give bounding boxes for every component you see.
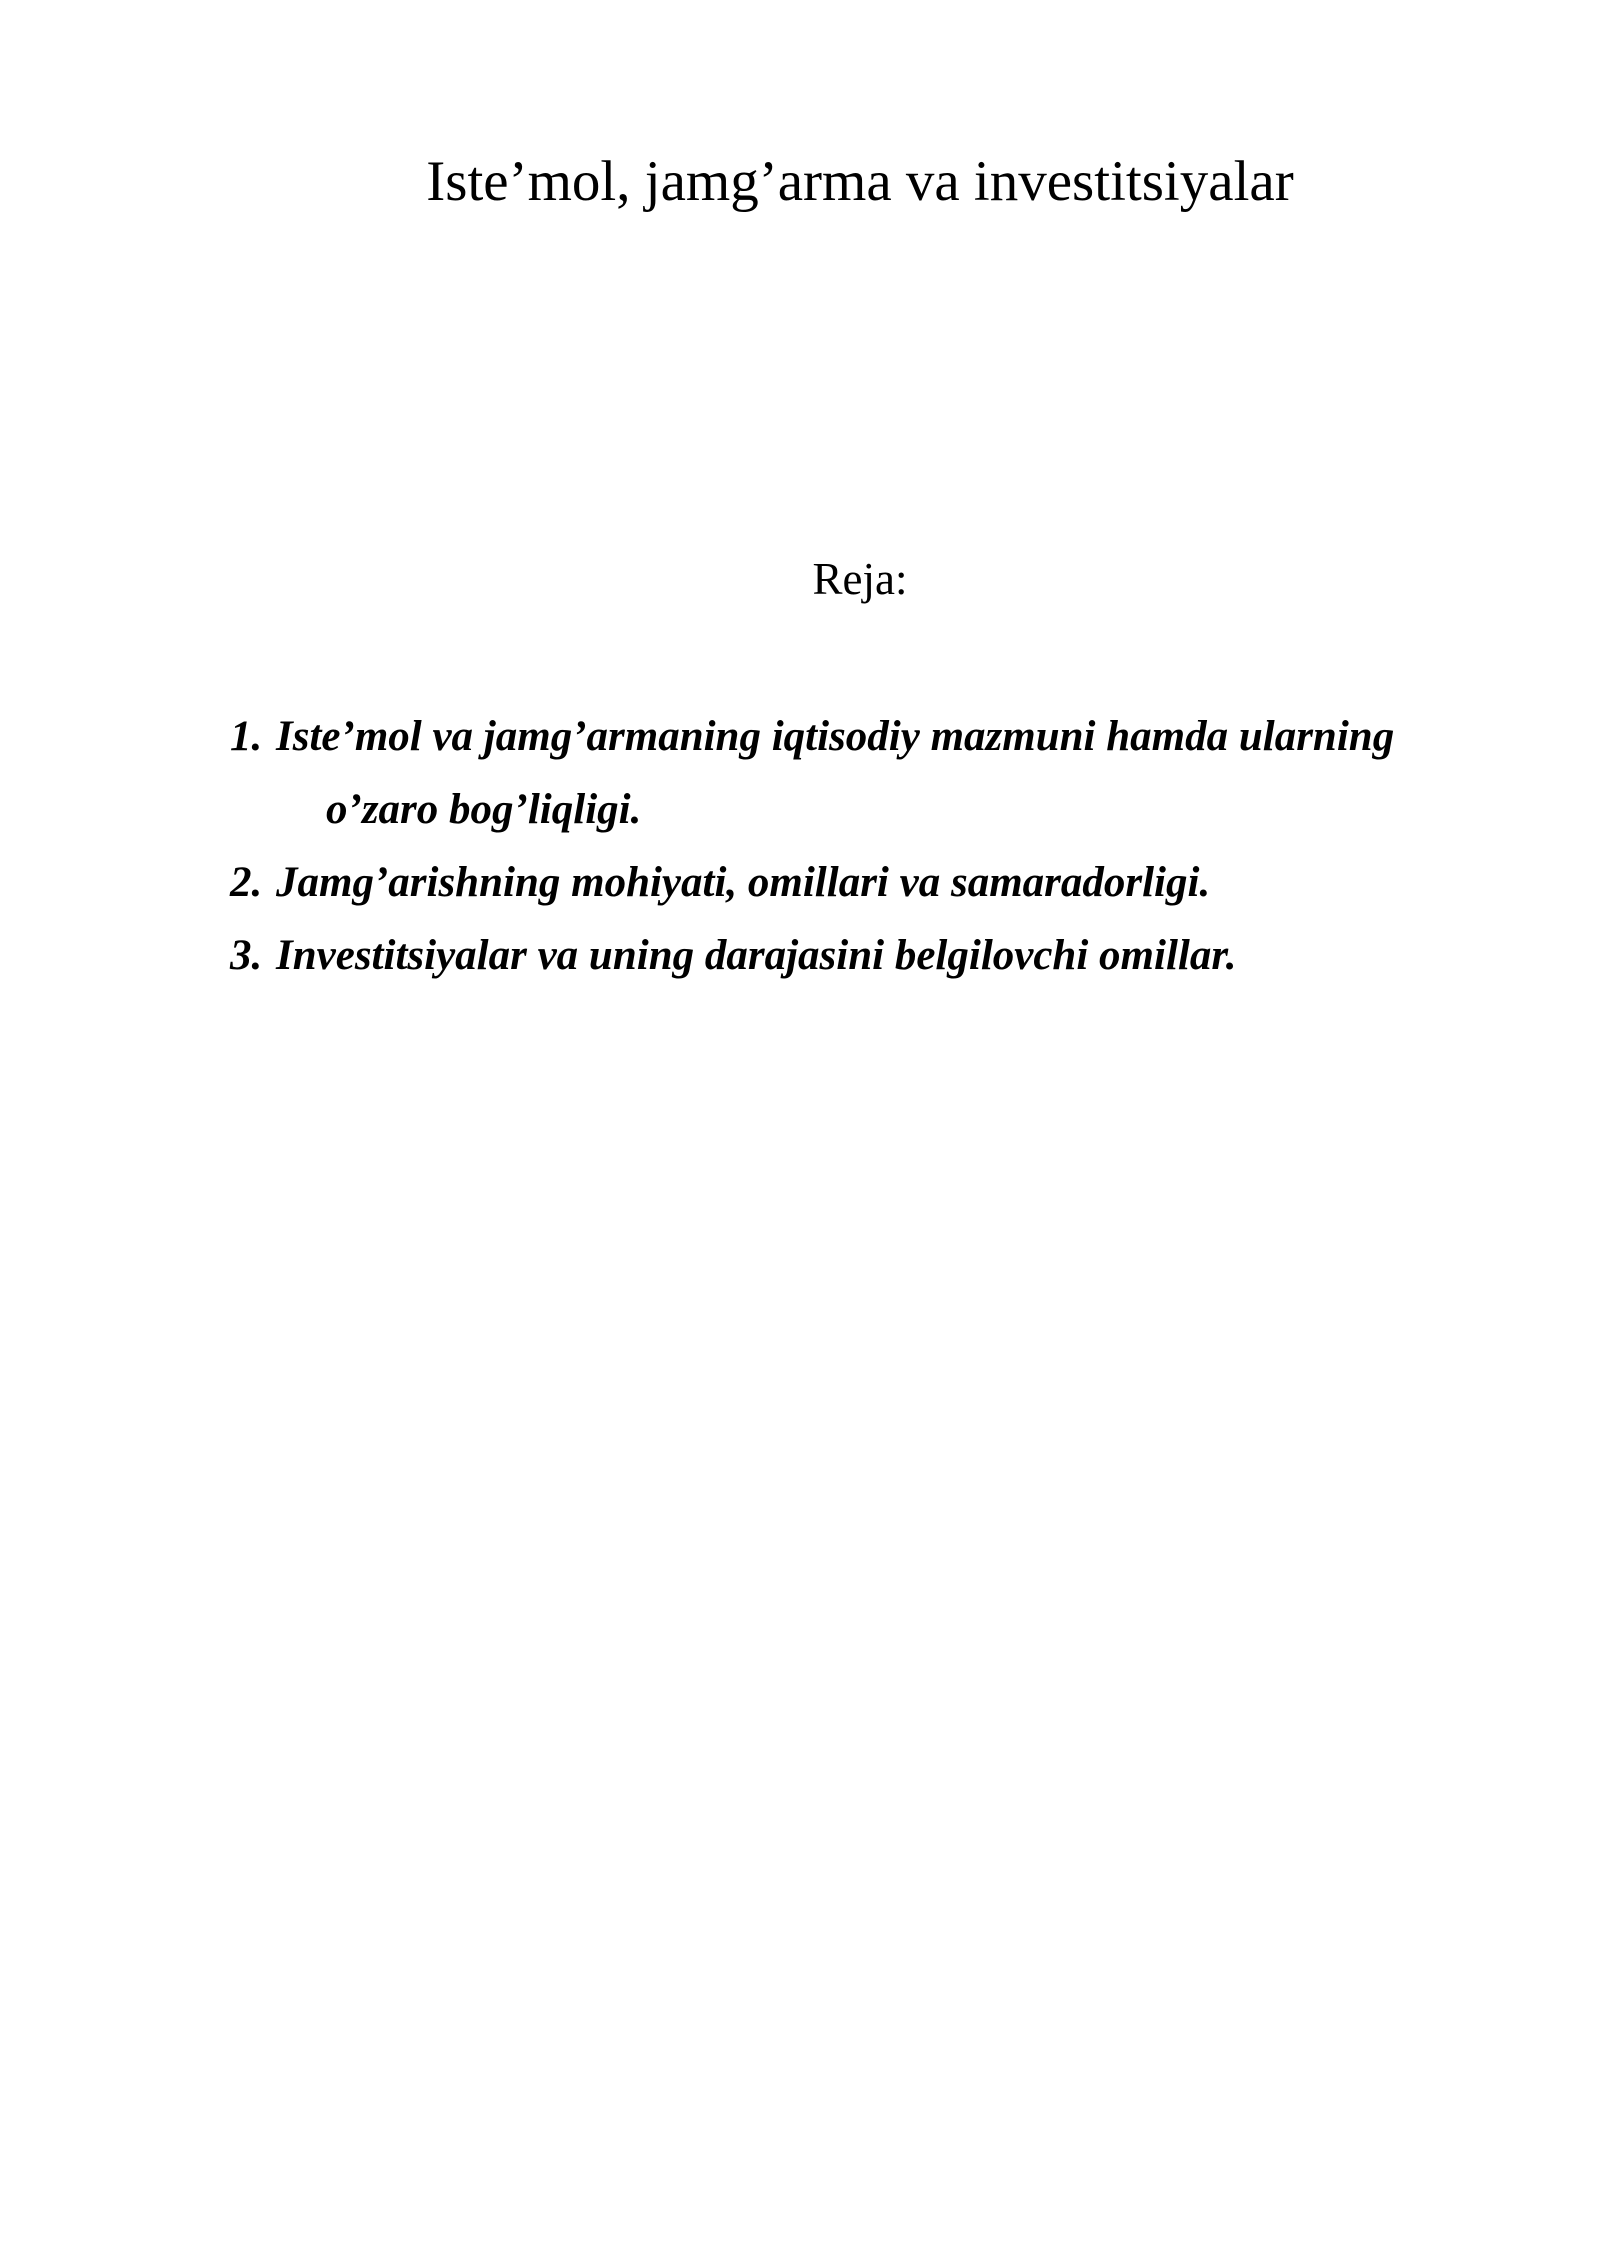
plan-item-text: Iste’mol va jamg’armaning iqtisodiy mazmuni hamda ularning xyxy=(276,713,1395,760)
plan-item-text: Jamg’arishning mohiyati, omillari va samaradorligi. xyxy=(276,859,1211,906)
plan-item-number: 2. xyxy=(230,859,263,906)
plan-item-text-continuation: o’zaro bog’liqligi. xyxy=(326,786,642,833)
plan-item-number: 1. xyxy=(230,713,263,760)
plan-item-text: Investitsiyalar va uning darajasini belgilovchi omillar. xyxy=(276,932,1237,979)
document-title: Iste’mol, jamg’arma va investitsiyalar xyxy=(426,150,1294,213)
plan-item-1 xyxy=(230,700,1490,846)
plan-item-number: 3. xyxy=(230,932,263,979)
plan-list xyxy=(230,700,1490,992)
plan-item-3 xyxy=(230,919,1490,992)
plan-heading: Reja: xyxy=(812,554,908,604)
plan-item-2 xyxy=(230,846,1490,919)
